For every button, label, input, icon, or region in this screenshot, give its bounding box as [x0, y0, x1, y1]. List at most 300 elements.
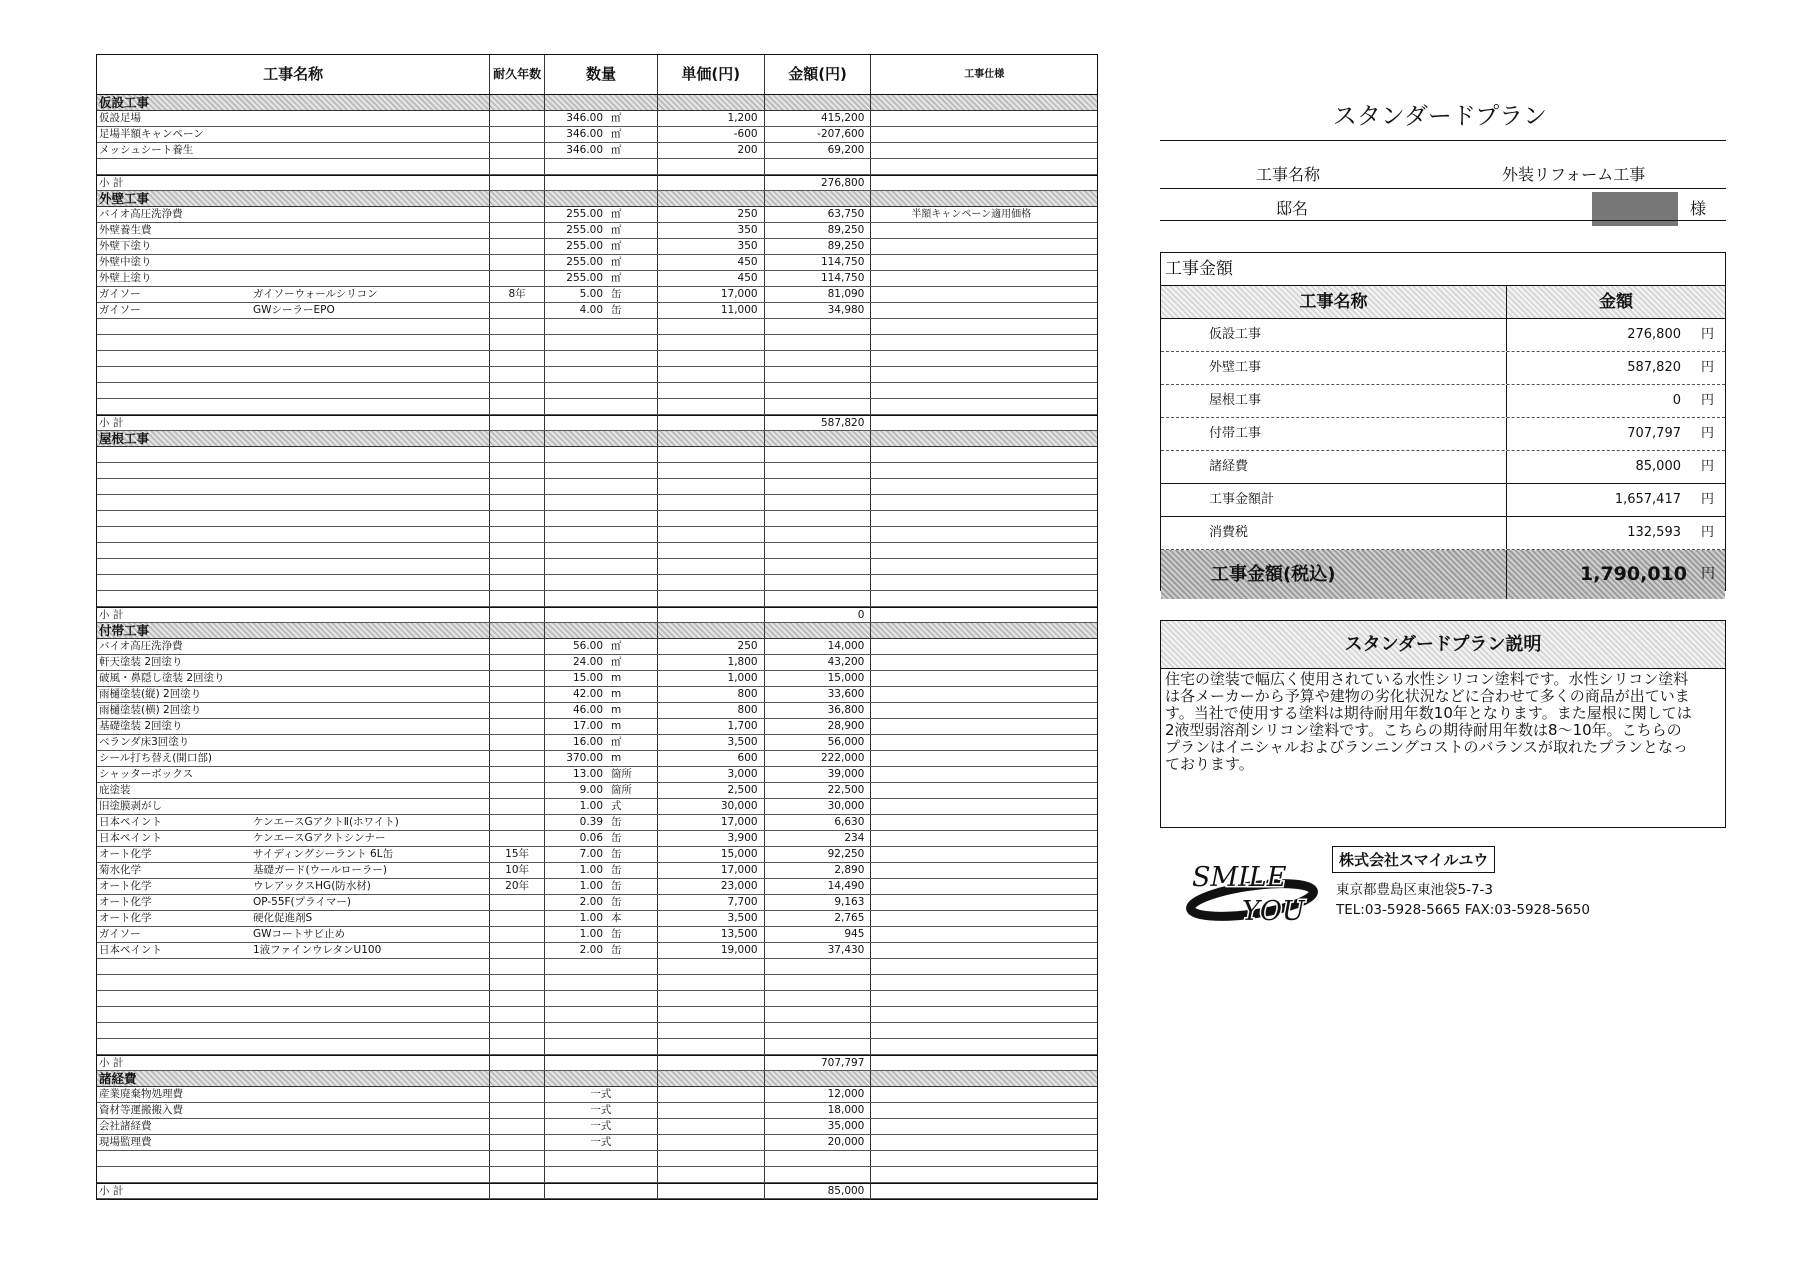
item-name: 基礎塗装 2回塗り [99, 720, 183, 732]
item-name: 雨樋塗装(縦) 2回塗り [99, 688, 202, 700]
subtotal-cell [545, 176, 658, 190]
item-unit-price: 7,700 [658, 895, 765, 910]
item-quantity-cell [545, 111, 658, 126]
item-spec [871, 815, 1097, 830]
line-item-row [97, 783, 1097, 799]
blank-cell [658, 575, 765, 590]
summary-value: 0 [1672, 393, 1681, 408]
item-quantity-cell [545, 223, 658, 238]
subtotal-label: 小 計 [97, 608, 490, 622]
item-spec [871, 1087, 1097, 1102]
item-quantity-cell [545, 719, 658, 734]
summary-header [1161, 286, 1725, 319]
summary-label: 諸経費 [1161, 451, 1507, 483]
blank-cell [658, 991, 765, 1006]
blank-cell [490, 447, 545, 462]
plan-explanation-box [1160, 620, 1726, 828]
item-unit: 式 [611, 800, 622, 812]
item-amount: 234 [765, 831, 872, 846]
blank-cell [871, 463, 1097, 478]
item-durability [490, 927, 545, 942]
blank-cell [765, 351, 872, 366]
blank-cell [490, 591, 545, 606]
item-name: 外壁養生費 [99, 224, 152, 236]
line-item-row [97, 1135, 1097, 1151]
blank-cell [97, 351, 490, 366]
item-product: ガイソーウォールシリコン [253, 288, 378, 300]
category-cell [765, 95, 872, 110]
item-durability [490, 671, 545, 686]
line-item-row [97, 671, 1097, 687]
item-name: ベランダ床3回塗り [99, 736, 190, 748]
category-title: 外壁工事 [97, 191, 490, 206]
item-spec [871, 799, 1097, 814]
blank-cell [871, 1167, 1097, 1182]
blank-cell [871, 591, 1097, 606]
blank-cell [545, 495, 658, 510]
item-name: 足場半額キャンペーン [99, 128, 204, 140]
item-spec [871, 911, 1097, 926]
item-quantity-label: 一式 [590, 1120, 612, 1132]
item-amount: 56,000 [765, 735, 872, 750]
category-cell [871, 623, 1097, 638]
item-unit-price: 250 [658, 639, 765, 654]
item-name: バイオ高圧洗浄費 [99, 208, 183, 220]
blank-cell [490, 479, 545, 494]
item-amount: 89,250 [765, 223, 872, 238]
table-header [97, 55, 1097, 95]
item-name-cell [97, 751, 490, 766]
blank-cell [97, 319, 490, 334]
item-durability [490, 207, 545, 222]
item-unit-price: 15,000 [658, 847, 765, 862]
table-row-blank [97, 959, 1097, 975]
subtotal-value: 276,800 [765, 176, 872, 190]
blank-cell [765, 399, 872, 414]
blank-cell [490, 559, 545, 574]
subtotal-cell [658, 416, 765, 430]
item-unit-price: 17,000 [658, 815, 765, 830]
item-unit-price: 3,500 [658, 735, 765, 750]
blank-cell [97, 463, 490, 478]
item-amount: 36,800 [765, 703, 872, 718]
blank-cell [97, 383, 490, 398]
item-amount: 9,163 [765, 895, 872, 910]
item-unit: 缶 [611, 880, 622, 892]
blank-cell [765, 1167, 872, 1182]
blank-cell [765, 383, 872, 398]
blank-cell [490, 463, 545, 478]
subtotal-cell [658, 1056, 765, 1070]
item-durability [490, 767, 545, 782]
table-row-blank [97, 975, 1097, 991]
item-quantity-cell [545, 799, 658, 814]
item-unit: ㎡ [611, 656, 622, 668]
item-product [253, 1087, 487, 1102]
item-unit-price: 250 [658, 207, 765, 222]
item-spec [871, 671, 1097, 686]
item-product [253, 719, 487, 734]
category-cell [658, 623, 765, 638]
line-item-row [97, 863, 1097, 879]
item-product [253, 1135, 487, 1150]
item-unit-price: 450 [658, 255, 765, 270]
item-amount: 81,090 [765, 287, 872, 302]
blank-cell [545, 367, 658, 382]
item-durability [490, 239, 545, 254]
item-quantity: 5.00 [579, 288, 604, 300]
item-product: 基礎ガード(ウールローラー) [253, 864, 387, 876]
divider [1160, 140, 1726, 141]
blank-cell [658, 159, 765, 174]
item-durability [490, 271, 545, 286]
item-durability [490, 639, 545, 654]
blank-cell [871, 351, 1097, 366]
item-quantity: 0.06 [579, 832, 604, 844]
item-quantity: 42.00 [572, 688, 604, 700]
header-spec: 工事仕様 [964, 69, 1005, 80]
blank-cell [765, 543, 872, 558]
blank-cell [871, 1023, 1097, 1038]
item-amount: 43,200 [765, 655, 872, 670]
item-spec [871, 927, 1097, 942]
table-row-blank [97, 559, 1097, 575]
item-spec [871, 943, 1097, 958]
table-row-blank [97, 383, 1097, 399]
residence-label: 邸名 [1276, 199, 1309, 218]
table-row-blank [97, 351, 1097, 367]
item-product: ケンエースGアクトⅡ(ホワイト) [253, 816, 399, 828]
summary-row [1161, 451, 1725, 484]
table-row-blank [97, 463, 1097, 479]
line-item-row [97, 831, 1097, 847]
item-name: 外壁下塗り [99, 240, 152, 252]
item-spec [871, 655, 1097, 670]
blank-cell [490, 383, 545, 398]
explanation-line: 2液型弱溶剤シリコン塗料です。こちらの期待耐用年数は8～10年。こちらの [1165, 721, 1682, 739]
item-amount: 34,980 [765, 303, 872, 318]
divider [1160, 220, 1726, 221]
blank-cell [97, 591, 490, 606]
blank-cell [97, 511, 490, 526]
item-quantity-label: 一式 [590, 1104, 612, 1116]
summary-value: 276,800 [1627, 327, 1681, 342]
item-name: 現場監理費 [99, 1136, 152, 1148]
category-row [97, 623, 1097, 639]
explanation-line: 住宅の塗装で幅広く使用されている水性シリコン塗料です。水性シリコン塗料 [1165, 670, 1689, 688]
blank-cell [871, 543, 1097, 558]
category-cell [658, 191, 765, 206]
blank-cell [97, 495, 490, 510]
item-name-cell [97, 1103, 490, 1118]
blank-cell [545, 479, 658, 494]
item-spec [871, 127, 1097, 142]
item-quantity-cell [545, 703, 658, 718]
total-value: 1,790,010 [1580, 563, 1687, 585]
item-durability [490, 943, 545, 958]
blank-cell [97, 543, 490, 558]
item-name: オート化学 [99, 912, 152, 924]
item-unit: m [611, 704, 622, 716]
logo-text-top: SMILE [1192, 862, 1287, 893]
item-durability [490, 127, 545, 142]
item-unit: m [611, 720, 622, 732]
blank-cell [658, 479, 765, 494]
item-amount: 69,200 [765, 143, 872, 158]
line-item-row [97, 703, 1097, 719]
item-quantity-label: 一式 [590, 1088, 612, 1100]
subtotal-cell [545, 1184, 658, 1198]
item-quantity-cell [545, 639, 658, 654]
item-quantity-cell [545, 735, 658, 750]
item-durability [490, 719, 545, 734]
blank-cell [97, 559, 490, 574]
blank-cell [545, 335, 658, 350]
blank-cell [545, 543, 658, 558]
item-amount: 2,890 [765, 863, 872, 878]
item-name-cell [97, 287, 490, 302]
item-unit-price: 30,000 [658, 799, 765, 814]
item-unit-price [658, 1103, 765, 1118]
item-quantity-cell [545, 687, 658, 702]
item-quantity: 1.00 [579, 928, 604, 940]
table-row-blank [97, 1023, 1097, 1039]
item-quantity: 17.00 [572, 720, 604, 732]
table-row-blank [97, 495, 1097, 511]
blank-cell [658, 447, 765, 462]
blank-cell [765, 1023, 872, 1038]
subtotal-cell [871, 1056, 1097, 1070]
category-cell [765, 623, 872, 638]
item-name: 外壁中塗り [99, 256, 152, 268]
item-quantity: 255.00 [566, 224, 604, 236]
blank-cell [490, 975, 545, 990]
table-row-blank [97, 527, 1097, 543]
item-unit-price: 350 [658, 239, 765, 254]
item-amount: 28,900 [765, 719, 872, 734]
item-quantity-cell [545, 783, 658, 798]
subtotal-row [97, 1183, 1097, 1199]
item-product [253, 223, 487, 238]
item-name-cell [97, 1135, 490, 1150]
item-amount: 14,000 [765, 639, 872, 654]
header-quantity: 数量 [545, 55, 658, 94]
item-name-cell [97, 127, 490, 142]
item-durability: 10年 [490, 863, 545, 878]
line-item-row [97, 1103, 1097, 1119]
blank-cell [545, 1007, 658, 1022]
item-quantity-cell [545, 879, 658, 894]
item-durability: 8年 [490, 287, 545, 302]
item-unit-price: 13,500 [658, 927, 765, 942]
item-unit-price: 2,500 [658, 783, 765, 798]
item-product: GWシーラーEPO [253, 304, 335, 316]
blank-cell [97, 575, 490, 590]
table-row-blank [97, 399, 1097, 415]
item-name: 仮設足場 [99, 112, 141, 124]
blank-cell [545, 319, 658, 334]
blank-cell [97, 1151, 490, 1166]
item-quantity-cell [545, 895, 658, 910]
table-row-blank [97, 479, 1097, 495]
line-item-row [97, 111, 1097, 127]
line-item-row [97, 127, 1097, 143]
blank-cell [97, 991, 490, 1006]
item-unit-price [658, 1087, 765, 1102]
item-quantity-cell [545, 847, 658, 862]
project-label: 工事名称 [1256, 165, 1321, 184]
item-quantity: 13.00 [572, 768, 604, 780]
item-name-cell [97, 879, 490, 894]
yen-unit: 円 [1701, 525, 1715, 540]
item-unit: 缶 [611, 864, 622, 876]
line-item-row [97, 927, 1097, 943]
item-name: ガイソー [99, 304, 141, 316]
item-quantity-cell [545, 1087, 658, 1102]
item-spec [871, 895, 1097, 910]
blank-cell [658, 527, 765, 542]
subtotal-cell [871, 1184, 1097, 1198]
blank-cell [490, 159, 545, 174]
yen-unit: 円 [1701, 393, 1715, 408]
item-unit: ㎡ [611, 240, 622, 252]
item-name: 破風・鼻隠し塗装 2回塗り [99, 672, 225, 684]
subtotal-cell [490, 608, 545, 622]
blank-cell [871, 479, 1097, 494]
blank-cell [871, 1039, 1097, 1054]
divider [1160, 188, 1726, 189]
item-amount: 33,600 [765, 687, 872, 702]
summary-label: 屋根工事 [1161, 385, 1507, 417]
item-spec [871, 847, 1097, 862]
item-unit-price: 200 [658, 143, 765, 158]
blank-cell [490, 991, 545, 1006]
line-item-row [97, 207, 1097, 223]
item-amount: 14,490 [765, 879, 872, 894]
item-amount: 945 [765, 927, 872, 942]
blank-cell [658, 1167, 765, 1182]
item-product [253, 207, 487, 222]
category-cell [871, 1071, 1097, 1086]
item-name-cell [97, 767, 490, 782]
item-spec [871, 223, 1097, 238]
item-quantity-cell [545, 927, 658, 942]
item-unit-price: 350 [658, 223, 765, 238]
category-cell [871, 431, 1097, 446]
blank-cell [765, 447, 872, 462]
line-item-row [97, 815, 1097, 831]
item-quantity: 1.00 [579, 912, 604, 924]
blank-cell [545, 1151, 658, 1166]
item-unit: 缶 [611, 832, 622, 844]
item-name-cell [97, 143, 490, 158]
yen-unit: 円 [1701, 492, 1715, 507]
blank-cell [658, 319, 765, 334]
subtotal-cell [490, 176, 545, 190]
summary-total-row [1161, 550, 1725, 599]
item-name: 日本ペイント [99, 816, 162, 828]
item-product [253, 639, 487, 654]
item-quantity: 346.00 [566, 128, 604, 140]
blank-cell [658, 495, 765, 510]
item-unit-price: 600 [658, 751, 765, 766]
item-name-cell [97, 799, 490, 814]
blank-cell [658, 335, 765, 350]
category-cell [545, 623, 658, 638]
item-product [253, 1119, 487, 1134]
item-quantity: 1.00 [579, 800, 604, 812]
item-spec [871, 271, 1097, 286]
item-unit: 缶 [611, 288, 622, 300]
item-unit: 缶 [611, 896, 622, 908]
table-row-blank [97, 1167, 1097, 1183]
category-row [97, 1071, 1097, 1087]
item-quantity-cell [545, 655, 658, 670]
blank-cell [658, 1007, 765, 1022]
item-amount: 20,000 [765, 1135, 872, 1150]
item-spec [871, 1135, 1097, 1150]
item-product [253, 271, 487, 286]
item-unit-price [658, 1135, 765, 1150]
item-unit-price: 23,000 [658, 879, 765, 894]
summary-value: 707,797 [1627, 426, 1681, 441]
item-name: 資材等運搬搬入費 [99, 1104, 183, 1116]
header-work-name: 工事名称 [97, 55, 490, 94]
item-name-cell [97, 927, 490, 942]
item-quantity: 46.00 [572, 704, 604, 716]
item-product [253, 655, 487, 670]
blank-cell [871, 1007, 1097, 1022]
line-item-row [97, 879, 1097, 895]
item-name-cell [97, 943, 490, 958]
subtotal-label: 小 計 [97, 1056, 490, 1070]
blank-cell [765, 1151, 872, 1166]
blank-cell [765, 559, 872, 574]
line-item-row [97, 287, 1097, 303]
table-row-blank [97, 159, 1097, 175]
item-unit-price: 3,900 [658, 831, 765, 846]
item-amount: 30,000 [765, 799, 872, 814]
item-quantity: 1.00 [579, 864, 604, 876]
blank-cell [658, 543, 765, 558]
blank-cell [97, 479, 490, 494]
item-amount: 18,000 [765, 1103, 872, 1118]
honorific: 様 [1690, 199, 1707, 218]
blank-cell [97, 367, 490, 382]
table-body [97, 95, 1097, 1199]
blank-cell [490, 959, 545, 974]
blank-cell [658, 959, 765, 974]
item-durability [490, 223, 545, 238]
item-name-cell [97, 783, 490, 798]
blank-cell [765, 511, 872, 526]
item-amount: 39,000 [765, 767, 872, 782]
line-item-row [97, 719, 1097, 735]
item-amount: 35,000 [765, 1119, 872, 1134]
item-durability [490, 255, 545, 270]
category-row [97, 95, 1097, 111]
subtotal-cell [545, 416, 658, 430]
blank-cell [765, 527, 872, 542]
blank-cell [545, 991, 658, 1006]
plan-title: スタンダードプラン [1332, 102, 1548, 130]
table-row-blank [97, 511, 1097, 527]
item-product [253, 687, 487, 702]
item-name: 軒天塗装 2回塗り [99, 656, 183, 668]
blank-cell [97, 335, 490, 350]
blank-cell [765, 335, 872, 350]
blank-cell [658, 367, 765, 382]
